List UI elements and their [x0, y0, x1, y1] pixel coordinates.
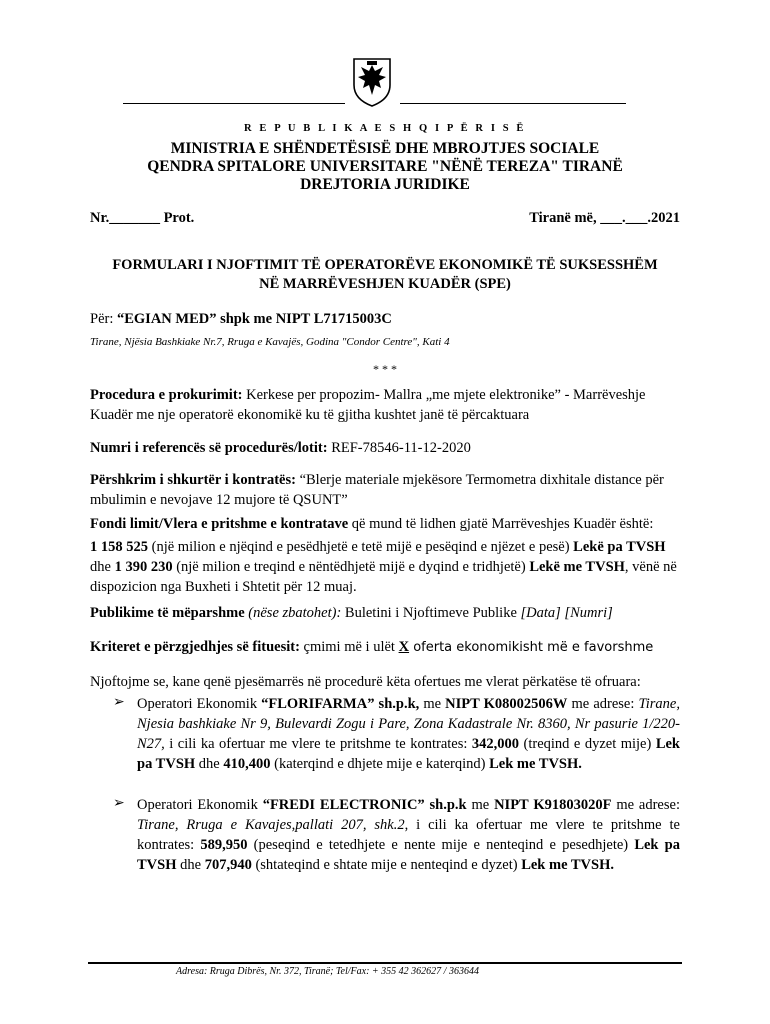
recipient-address: Tirane, Njësia Bashkiake Nr.7, Rruga e Kavajës, Godina "Condor Centre", Kati 4 [90, 336, 450, 348]
criteria-option-lowest-price: çmimi më i ulët [299, 639, 399, 655]
operator-nipt-label: me [419, 696, 446, 712]
bullet-arrow-icon: ➢ [113, 796, 125, 811]
albania-coat-of-arms-icon [350, 55, 394, 107]
document-date: Tiranë më, ___.___.2021 [529, 210, 680, 226]
reference-value: REF-78546-11-12-2020 [327, 440, 471, 456]
procedure-block [90, 385, 680, 425]
form-title-line2: NË MARRËVESHJEN KUADËR (SPE) [259, 276, 511, 292]
operator-words-no-vat: (treqind e dyzet mije) [519, 736, 656, 752]
operator-currency-vat: Lek me TVSH. [521, 857, 614, 873]
publications-hint: (nëse zbatohet): [244, 605, 342, 621]
operator-and: dhe [195, 756, 224, 772]
operator-address-label: me adrese: [567, 696, 639, 712]
fund-and: dhe [90, 559, 115, 575]
operator-item [137, 694, 680, 774]
criteria-block [90, 637, 680, 658]
reference-label: Numri i referencës së procedurës/lotit: [90, 440, 328, 456]
operator-prefix: Operatori Ekonomik [137, 797, 263, 813]
fund-amounts [90, 537, 680, 597]
publications-text: Buletini i Njoftimeve Publike [341, 605, 521, 621]
procedure-label: Procedura e prokurimit: [90, 387, 243, 403]
header-rule-right [400, 103, 626, 104]
operator-and: dhe [176, 857, 205, 873]
bullet-arrow-icon: ➢ [113, 695, 125, 710]
operator-offer-text: i cili ka ofertuar me vlere te pritshme te kontrates: [164, 736, 472, 752]
operator-currency-vat: Lek me TVSH. [489, 756, 582, 772]
operator-words-vat: (katerqind e dhjete mije e katerqind) [270, 756, 490, 772]
fund-amount-no-vat: 1 158 525 [90, 539, 148, 555]
republic-heading: R E P U B L I K A E S H Q I P Ë R I S Ë [244, 123, 526, 134]
operator-nipt-label: me [466, 797, 495, 813]
description-label: Përshkrim i shkurtër i kontratës: [90, 472, 296, 488]
fund-words-no-vat: (një milion e njëqind e pesëdhjetë e tetë mijë e pesëqind e njëzet e pesë) [148, 539, 574, 555]
fund-source: , vënë në dispozicion nga Buxheti i Shtetit për 12 muaj. [90, 559, 677, 595]
operator-item [137, 795, 680, 875]
procedure-text: Kerkese per propozim- Mallra „me mjete elektronike” - Marrëveshje Kuadër me nje operatorë ekonomikë ku të gjitha kushtet janë të përcaktuara [90, 387, 646, 423]
ministry-heading: MINISTRIA E SHËNDETËSISË DHE MBROJTJES SOCIALE [170, 140, 600, 157]
operator-name: “FREDI ELECTRONIC” sh.p.k [262, 797, 467, 813]
operator-amount-vat: 410,400 [223, 756, 271, 772]
operator-nipt: NIPT K08002506W [445, 696, 568, 712]
operator-address: Tirane, Njesia bashkiake Nr 9, Bulevardi Zogu i Pare, Zona Kadastrale Nr. 8360, Nr pasurie 1/220-N27, [137, 696, 680, 752]
operator-address-label: me adrese: [611, 797, 680, 813]
footer-rule [88, 962, 682, 964]
reference-block [90, 438, 680, 458]
fund-label: Fondi limit/Vlera e pritshme e kontratave [90, 516, 349, 532]
header-rule-left [123, 103, 345, 104]
form-title-line1: FORMULARI I NJOFTIMIT TË OPERATORËVE EKONOMIKË TË SUKSESSHËM [112, 257, 658, 273]
protocol-number: Nr._______ Prot. [90, 210, 195, 226]
publications-label: Publikime të mëparshme [90, 605, 245, 621]
recipient-label: Për: [90, 311, 114, 327]
operator-offer-text: , i cili ka ofertuar me vlere te pritshme te kontrates: [137, 817, 680, 853]
operator-words-vat: (shtateqind e shtate mije e nenteqind e dyzet) [251, 857, 522, 873]
operator-nipt: NIPT K91803020F [494, 797, 612, 813]
fund-words-vat: (një milion e treqind e nëntëdhjetë mijë e dyqind e tridhjetë) [172, 559, 530, 575]
footer-address: Adresa: Rruga Dibrës, Nr. 372, Tiranë; Tel/Fax: + 355 42 362627 / 363644 [176, 966, 479, 977]
operator-words-no-vat: (peseqind e tetedhjete e nente mije e nenteqind e pesedhjete) [247, 837, 635, 853]
participants-notice: Njoftojme se, kane qenë pjesëmarrës në procedurë këta ofertues me vlerat përkatëse të ofruara: [90, 674, 641, 690]
operator-amount-no-vat: 342,000 [471, 736, 520, 752]
recipient-line [90, 309, 680, 329]
fund-text: që mund të lidhen gjatë Marrëveshjes Kuadër është: [348, 516, 654, 532]
operator-currency-no-vat: Lek pa TVSH [137, 837, 680, 873]
fund-currency-vat: Lekë me TVSH [529, 559, 625, 575]
description-block [90, 470, 680, 510]
directorate-heading: DREJTORIA JURIDIKE [300, 176, 470, 193]
publications-placeholders: [Data] [Numri] [520, 605, 613, 621]
fund-amount-vat: 1 390 230 [114, 559, 173, 575]
operator-prefix: Operatori Ekonomik [137, 696, 262, 712]
operator-amount-vat: 707,940 [204, 857, 252, 873]
fund-block [90, 514, 680, 534]
operator-currency-no-vat: Lek pa TVSH [137, 736, 680, 772]
operator-name: “FLORIFARMA” sh.p.k, [261, 696, 420, 712]
operator-amount-no-vat: 589,950 [200, 837, 248, 853]
fund-currency-no-vat: Lekë pa TVSH [573, 539, 666, 555]
recipient-name: “EGIAN MED” shpk me NIPT L71715003C [116, 311, 392, 327]
description-text: “Blerje materiale mjekësore Termometra dixhitale distance për mbulimin e nevojave 12 mujore të QSUNT” [90, 472, 664, 508]
criteria-label: Kriteret e përzgjedhjes së fituesit: [90, 639, 300, 655]
criteria-option-best-value: oferta ekonomikisht më e favorshme [409, 640, 654, 655]
section-separator: * * * [373, 362, 397, 376]
publications-block [90, 603, 680, 623]
criteria-selected-mark: X [398, 639, 410, 655]
operator-address: Tirane, Rruga e Kavajes,pallati 207, shk.2 [137, 817, 405, 833]
center-heading: QENDRA SPITALORE UNIVERSITARE "NËNË TEREZA" TIRANË [147, 158, 623, 175]
